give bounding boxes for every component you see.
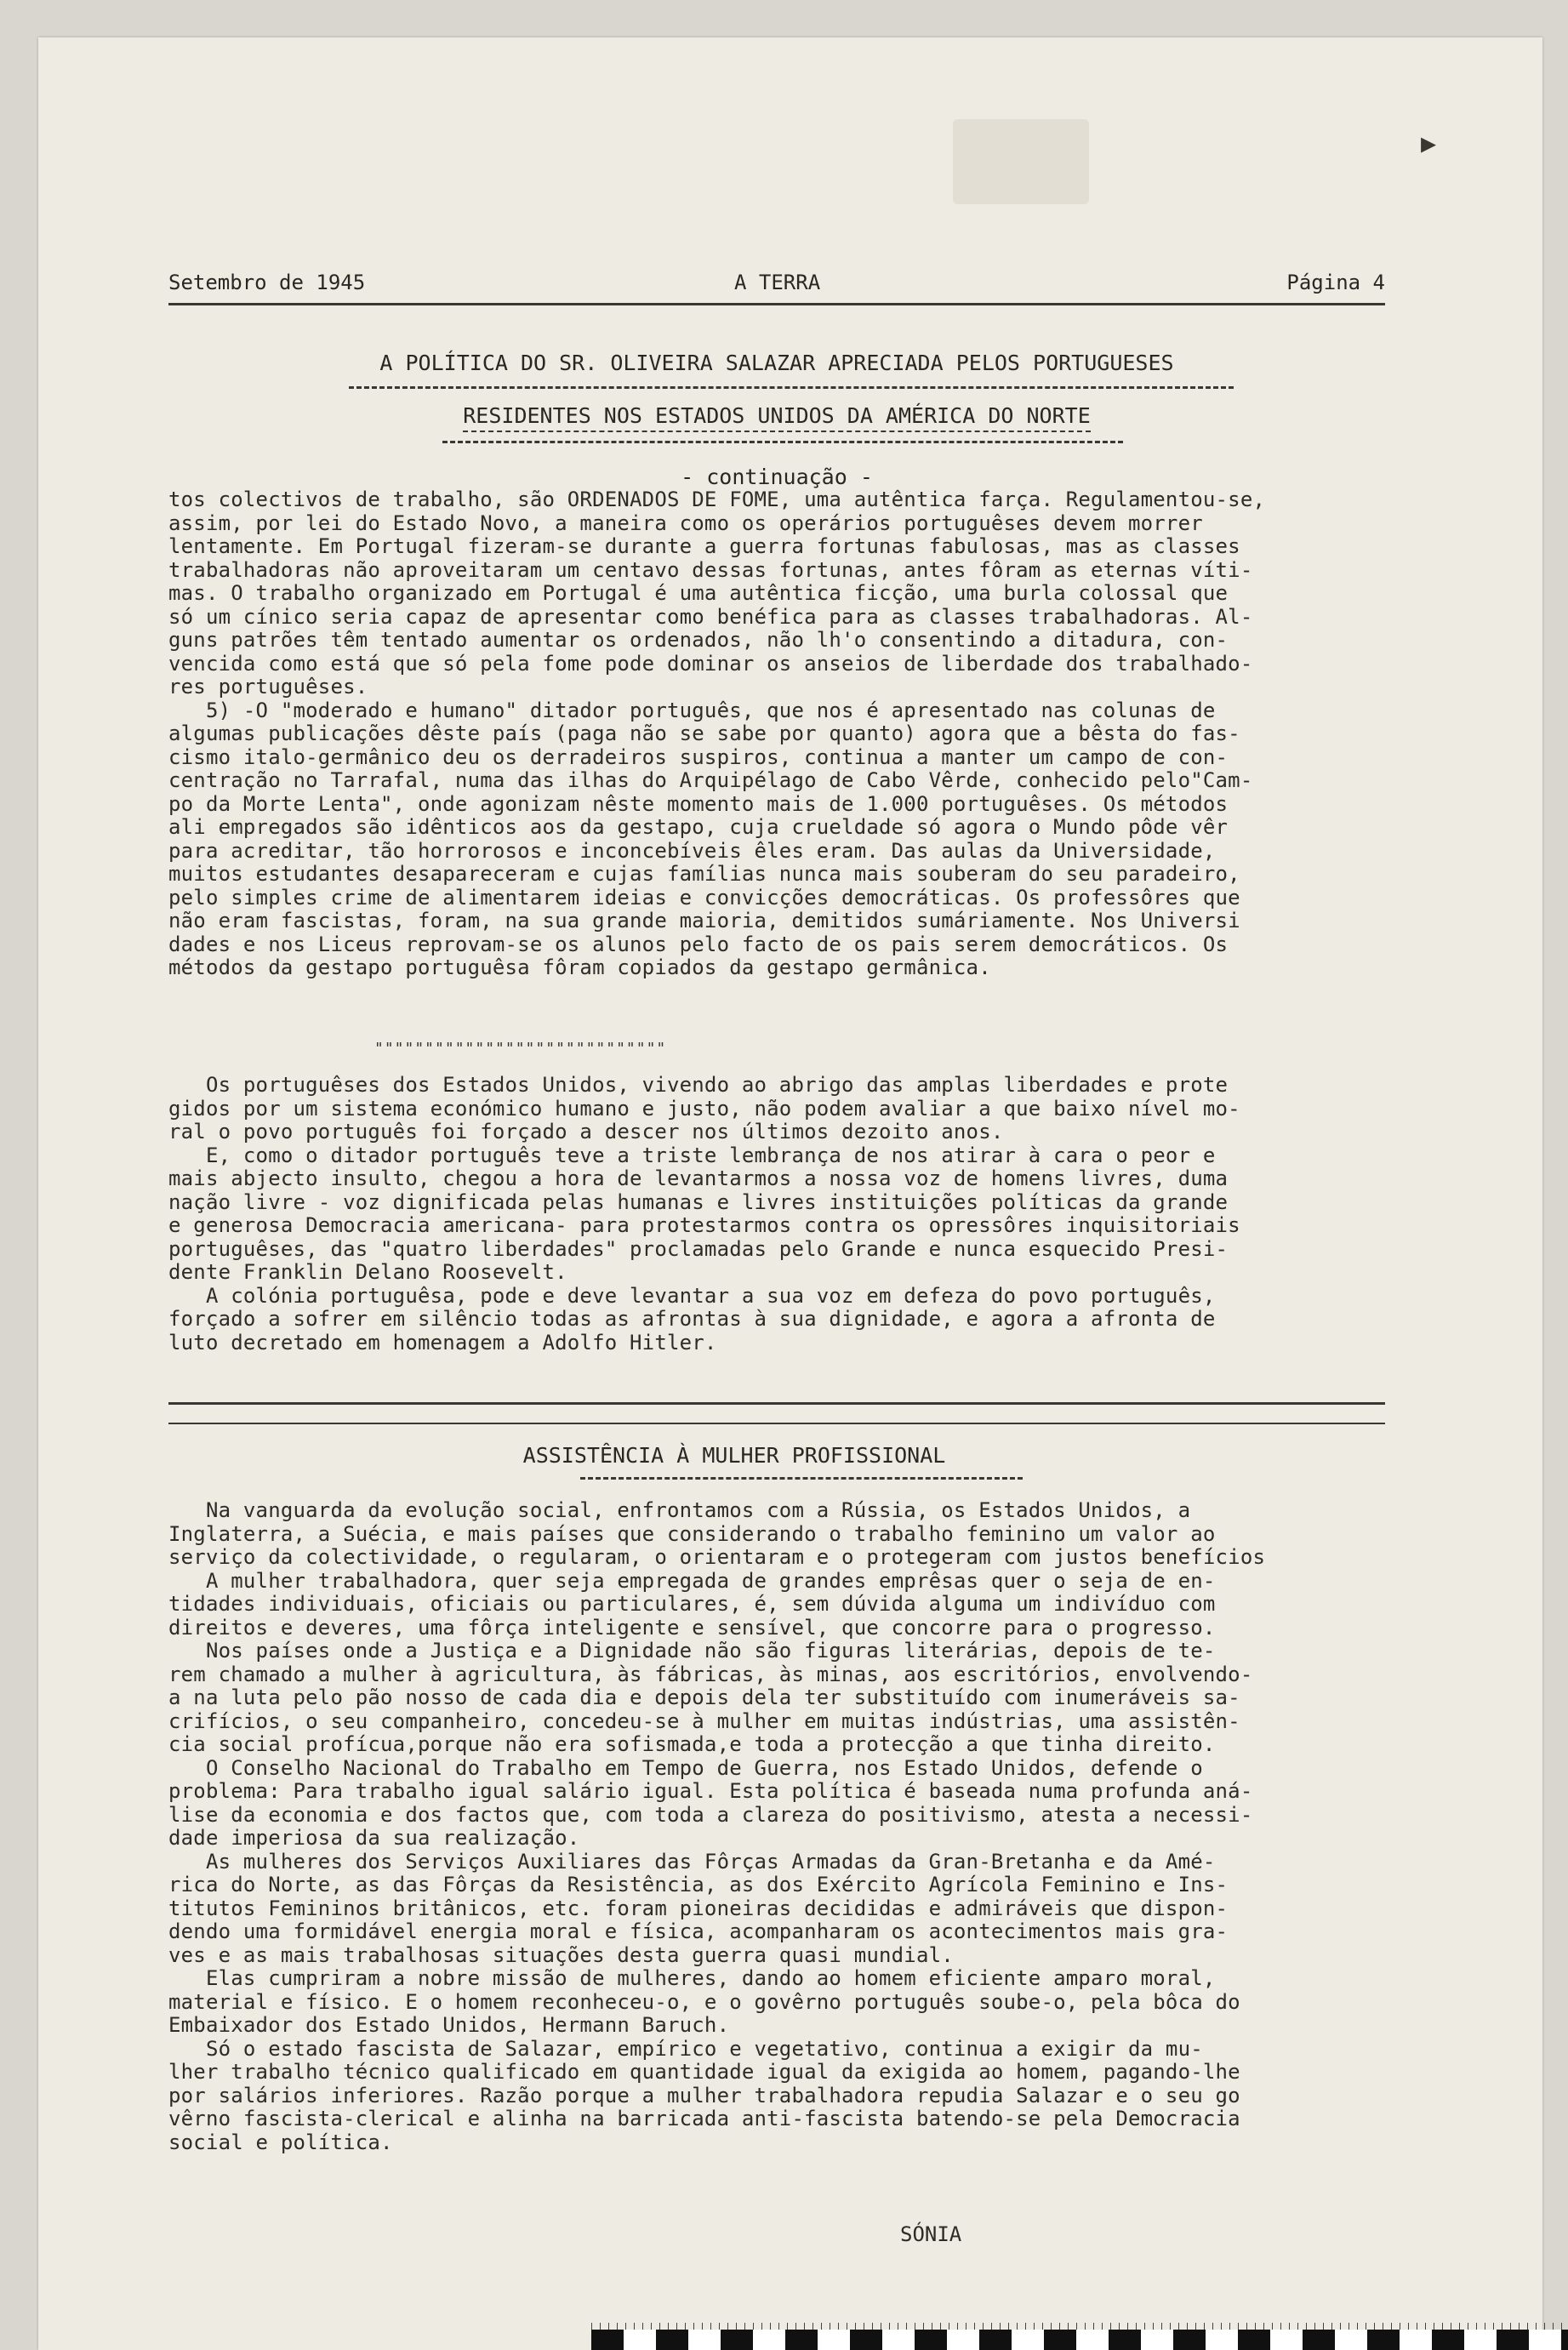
newspaper-name: A TERRA [734,271,821,294]
article1-cont-line: luto decretado em homenagem a Adolfo Hitler. [168,1331,717,1355]
article1-line: 5) -O "moderado e humano" ditador português, que nos é apresentado nas colunas de [168,699,1216,722]
article2-line: direitos e deveres, uma fôrça inteligente e sensível, que concorre para o progresso. [168,1616,1216,1640]
article1-line: trabalhadoras não aproveitaram um centavo dessas fortunas, antes fôram as eternas víti- [168,558,1253,582]
article2-line: crifícios, o seu companheiro, concedeu-se à mulher em muitas indústrias, uma assistên- [168,1709,1240,1733]
article1-line: tos colectivos de trabalho, são ORDENADOS DE FOME, uma autêntica farça. Regulamentou-se, [168,488,1266,511]
article-divider-top [168,1402,1385,1405]
article1-line: ali empregados são idênticos aos da gestapo, cuja crueldade só agora o Mundo pôde vêr [168,816,1229,839]
article1-line: res portuguêses. [168,676,368,699]
article1-cont-line: e generosa Democracia americana- para protestarmos contra os opressôres inquisitoriais [168,1214,1240,1237]
article-divider-bottom [168,1423,1385,1424]
article1-line: pelo simples crime de alimentarem ideias e convicções democráticas. Os professôres que [168,886,1240,910]
header-date: Setembro de 1945 [168,271,366,294]
article1-line: vencida como está que só pela fome pode dominar os anseios de liberdade dos trabalhado- [168,652,1253,676]
article1-cont-line: forçado a sofrer em silêncio todas as afrontas à sua dignidade, e agora a afronta de [168,1308,1216,1331]
article2-line: problema: Para trabalho igual salário igual. Esta política é baseada numa profunda aná- [168,1780,1253,1803]
article2-line: rem chamado a mulher à agricultura, às fábricas, às minas, aos escritórios, envolvendo- [168,1663,1253,1686]
article2-line: titutos Femininos britânicos, etc. foram pioneiras decididas e admiráveis que dispon- [168,1897,1229,1920]
article2-line: vêrno fascista-clerical e alinha na barricada anti-fascista batendo-se pela Democracia [168,2108,1240,2130]
header-rule [168,303,1385,305]
article1-line: não eram fascistas, foram, na sua grande maioria, demitidos sumáriamente. Nos Universi [168,910,1240,933]
article1-cont-line: mais abjecto insulto, chegou a hora de levantarmos a nossa voz de homens livres, duma [168,1167,1229,1190]
article1-line: mas. O trabalho organizado em Portugal é uma autêntica ficção, uma burla colossal que [168,582,1229,605]
article1-line: assim, por lei do Estado Novo, a maneira como os operários portuguêses devem morrer [168,511,1203,535]
article1-body-continued [168,1074,1394,1355]
article2-line: por salários inferiores. Razão porque a mulher trabalhadora repudia Salazar e o seu go [168,2084,1240,2108]
article2-line: lher trabalho técnico qualificado em quantidade igual da exigida ao homem, pagando-lhe [168,2061,1240,2084]
article2-line: Inglaterra, a Suécia, e mais países que considerando o trabalho feminino um valor ao [168,1522,1216,1546]
article2-line: Embaixador dos Estado Unidos, Hermann Baruch. [168,2014,730,2037]
article1-line: dades e nos Liceus reprovam-se os alunos pelo facto de os pais serem democráticos. Os [168,933,1229,956]
article-title-line-1: A POLÍTICA DO SR. OLIVEIRA SALAZAR APRECIADA PELOS PORTUGUESES [379,351,1174,375]
article2-line: dendo uma formidável energia moral e física, acompanharam os acontecimentos mais gra- [168,1920,1229,1943]
article2-body [168,1499,1394,2154]
article2-line: dade imperiosa da sua realização. [168,1827,580,1850]
article2-line: As mulheres dos Serviços Auxiliares das Fôrças Armadas da Gran-Bretanha e da Amé- [168,1850,1216,1874]
article2-line: O Conselho Nacional do Trabalho em Tempo de Guerra, nos Estado Unidos, defende o [168,1756,1203,1780]
article1-cont-line: A colónia portuguêsa, pode e deve levantar a sua voz em defeza do povo português, [168,1284,1216,1308]
article1-cont-line: E, como o ditador português teve a triste lembrança de nos atirar à cara o peor e [168,1144,1216,1167]
section-separator-marks: """"""""""""""""""""""""""""" [374,1040,667,1058]
article2-line: ves e as mais trabalhosas situações desta guerra quasi mundial. [168,1943,954,1967]
page-number: Página 4 [1286,271,1385,294]
article2-line: rica do Norte, as das Fôrças da Resistência, as dos Exército Agrícola Feminino e Ins- [168,1874,1229,1897]
title-rule-2 [442,441,1123,443]
article2-line: serviço da colectividade, o regularam, o orientaram e o protegeram com justos benefícios [168,1546,1266,1569]
article2-line: tidades individuais, oficiais ou particulares, é, sem dúvida alguma um indivíduo com [168,1593,1216,1616]
article1-line: centração no Tarrafal, numa das ilhas do Arquipélago de Cabo Vêrde, conhecido pelo"Cam- [168,769,1253,792]
article1-line: cismo italo-germânico deu os derradeiros suspiros, continua a manter um campo de con- [168,745,1229,769]
article1-cont-line: gidos por um sistema económico humano e justo, não podem avaliar a que baixo nível mo- [168,1097,1240,1121]
article2-line: Só o estado fascista de Salazar, empírico e vegetativo, continua a exigir da mu- [168,2037,1203,2061]
article2-line: A mulher trabalhadora, quer seja empregada de grandes emprêsas quer o seja de en- [168,1569,1216,1593]
article2-line: Na vanguarda da evolução social, enfrontamos com a Rússia, os Estados Unidos, a [168,1499,1191,1522]
ink-smudge [953,119,1089,204]
article2-line: lise da economia e dos factos que, com toda a clareza do positivismo, atesta a necessi- [168,1803,1253,1827]
article1-line: métodos da gestapo portuguêsa fôram copiados da gestapo germânica. [168,956,991,979]
article1-line: para acreditar, tão horrorosos e inconcebíveis êles eram. Das aulas da Universidade, [168,839,1216,863]
article2-line: cia social profícua,porque não era sofismada,e toda a protecção a que tinha direito. [168,1733,1216,1756]
scale-ruler [591,2330,1568,2350]
continuation-label: - continuação - [681,465,873,489]
title-rule-1 [349,386,1234,389]
article-title-line-2 [168,403,1385,428]
article-title-line-2-text: RESIDENTES NOS ESTADOS UNIDOS DA AMÉRICA DO NORTE [463,403,1091,432]
article1-line: só um cínico seria capaz de apresentar como benéfica para as classes trabalhadoras. Al- [168,605,1253,629]
article2-line: a na luta pelo pão nosso de cada dia e depois dela ter substituído com inumeráveis sa- [168,1686,1240,1709]
author-signature: SÓNIA [900,2222,962,2246]
article1-cont-line: portuguêses, das "quatro liberdades" proclamadas pelo Grande e nunca esquecido Presi- [168,1237,1229,1261]
article1-line: algumas publicações dêste país (paga não se sabe por quanto) agora que a bêsta do fas- [168,722,1240,745]
article1-cont-line: ral o povo português foi forçado a descer nos últimos dezoito anos. [168,1121,1004,1144]
scale-ruler-ticks [591,2323,1568,2330]
article2-line: Nos países onde a Justiça e a Dignidade não são figuras literárias, depois de te- [168,1640,1216,1663]
page-header [168,271,1385,305]
article1-cont-line: nação livre - voz dignificada pelas humanas e livres instituições políticas da grande [168,1190,1229,1214]
article1-body [168,488,1394,980]
article1-line: po da Morte Lenta", onde agonizam nêste momento mais de 1.000 portuguêses. Os métodos [168,792,1229,816]
article2-line: social e política. [168,2130,393,2154]
article1-cont-line: Os portuguêses dos Estados Unidos, vivendo ao abrigo das amplas liberdades e prote [168,1074,1229,1097]
paper-tear-mark: ▸ [1421,126,1437,161]
article1-line: muitos estudantes desapareceram e cujas famílias nunca mais souberam do seu paradeiro, [168,863,1240,886]
article2-line: Elas cumpriram a nobre missão de mulheres, dando ao homem eficiente amparo moral, [168,1967,1216,1990]
article2-title: ASSISTÊNCIA À MULHER PROFISSIONAL [522,1443,946,1468]
article1-line: lentamente. Em Portugal fizeram-se durante a guerra fortunas fabulosas, mas as classes [168,535,1240,558]
article2-title-rule [580,1477,1023,1480]
article1-cont-line: dente Franklin Delano Roosevelt. [168,1261,567,1284]
article1-line: guns patrões têm tentado aumentar os ordenados, não lh'o consentindo a ditadura, con- [168,629,1229,652]
article2-line: material e físico. E o homem reconheceu-o, e o govêrno português soube-o, pela bôca do [168,1990,1240,2014]
